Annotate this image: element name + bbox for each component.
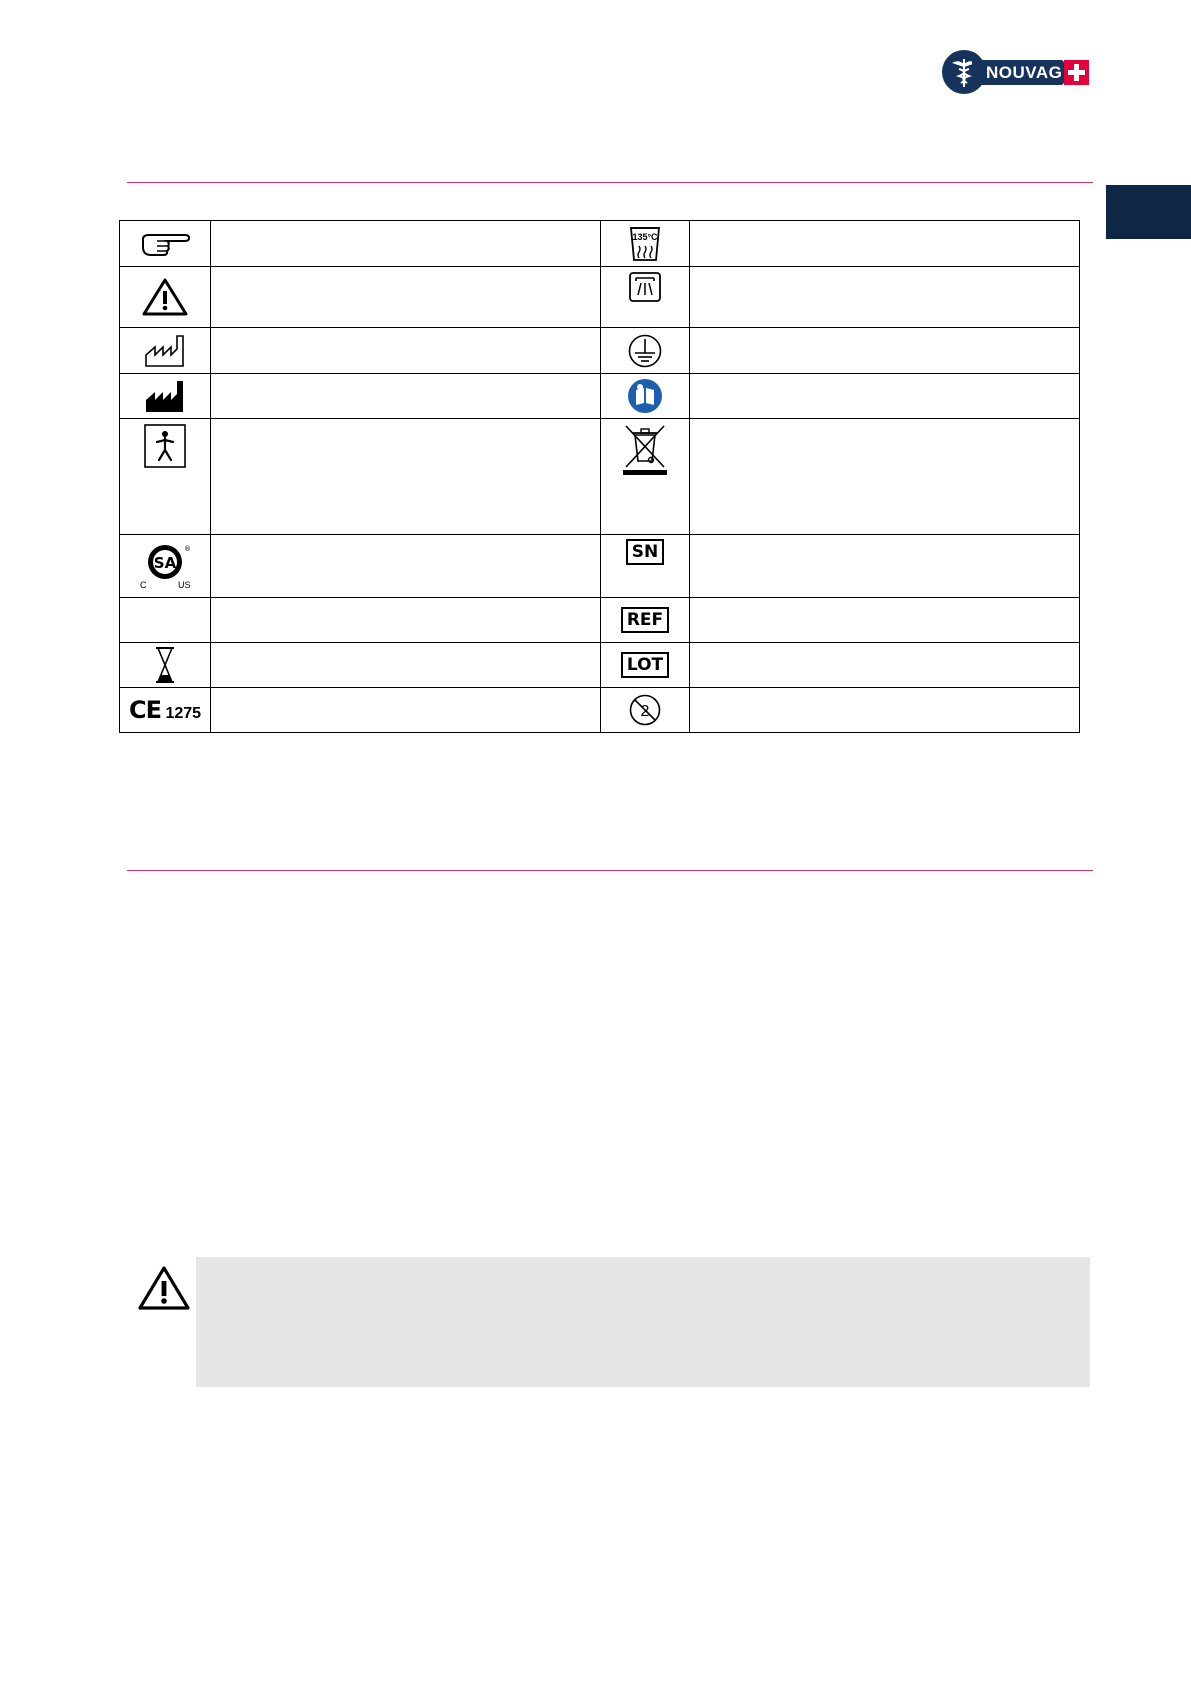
- csa-mark-icon: [120, 535, 211, 598]
- symbol-description: [211, 643, 601, 688]
- symbol-description: [211, 419, 601, 535]
- table-row: [120, 535, 1080, 598]
- svg-text:®: ®: [184, 545, 191, 553]
- table-row: [120, 221, 1080, 267]
- catalogue-ref-icon: [601, 598, 690, 643]
- protect-from-light-icon: [601, 267, 690, 328]
- protective-earth-icon: [601, 328, 690, 374]
- symbol-description: [211, 598, 601, 643]
- table-row: [120, 328, 1080, 374]
- symbol-description: [211, 535, 601, 598]
- csa-us-label: US: [178, 580, 191, 590]
- symbols-table: [119, 220, 1080, 733]
- header-rule: [127, 182, 1093, 183]
- table-row: [120, 374, 1080, 419]
- type-bf-applied-part-icon: [120, 419, 211, 535]
- sterilize-temp-label: 135°C: [632, 231, 658, 242]
- pointing-hand-icon: [120, 221, 211, 267]
- symbol-description: [211, 688, 601, 733]
- table-row: [120, 688, 1080, 733]
- sn-label: SN: [626, 539, 664, 565]
- symbol-description: [211, 374, 601, 419]
- do-not-reuse-icon: [601, 688, 690, 733]
- nouvag-logo: [942, 50, 1092, 94]
- warning-note-box: [196, 1257, 1090, 1387]
- warning-triangle-icon: [137, 1265, 191, 1316]
- swiss-cross-icon: [1064, 60, 1089, 85]
- symbol-description: [690, 419, 1080, 535]
- table-row: [120, 419, 1080, 535]
- symbol-description: [211, 328, 601, 374]
- symbol-description: [690, 643, 1080, 688]
- empty-symbol-cell: [120, 598, 211, 643]
- read-manual-icon: [601, 374, 690, 419]
- symbol-description: [690, 688, 1080, 733]
- symbol-description: [211, 267, 601, 328]
- svg-text:SA: SA: [153, 554, 177, 572]
- ce-notified-body-number: 1275: [165, 705, 202, 722]
- ce-mark-icon: [120, 688, 211, 733]
- svg-text:2: 2: [640, 703, 650, 720]
- date-of-manufacture-icon: [120, 328, 211, 374]
- symbol-description: [690, 267, 1080, 328]
- sterilize-135c-icon: [601, 221, 690, 267]
- symbol-description: [690, 374, 1080, 419]
- table-row: [120, 643, 1080, 688]
- lot-label: LOT: [621, 652, 669, 678]
- manufacturer-icon: [120, 374, 211, 419]
- csa-c-label: C: [140, 580, 147, 590]
- logo-wordmark: NOUVAG: [972, 60, 1064, 85]
- symbol-description: [690, 598, 1080, 643]
- ce-label: CE: [128, 696, 161, 724]
- section-rule: [127, 870, 1093, 871]
- symbol-description: [690, 535, 1080, 598]
- table-row: [120, 598, 1080, 643]
- table-row: [120, 267, 1080, 328]
- symbol-description: [690, 221, 1080, 267]
- serial-number-icon: [601, 535, 690, 598]
- symbol-description: [211, 221, 601, 267]
- chapter-side-tab: [1106, 185, 1191, 239]
- weee-crossed-bin-icon: [601, 419, 690, 535]
- use-by-date-icon: [120, 643, 211, 688]
- ref-label: REF: [621, 607, 669, 633]
- warning-triangle-icon: [120, 267, 211, 328]
- symbol-description: [690, 328, 1080, 374]
- batch-code-icon: [601, 643, 690, 688]
